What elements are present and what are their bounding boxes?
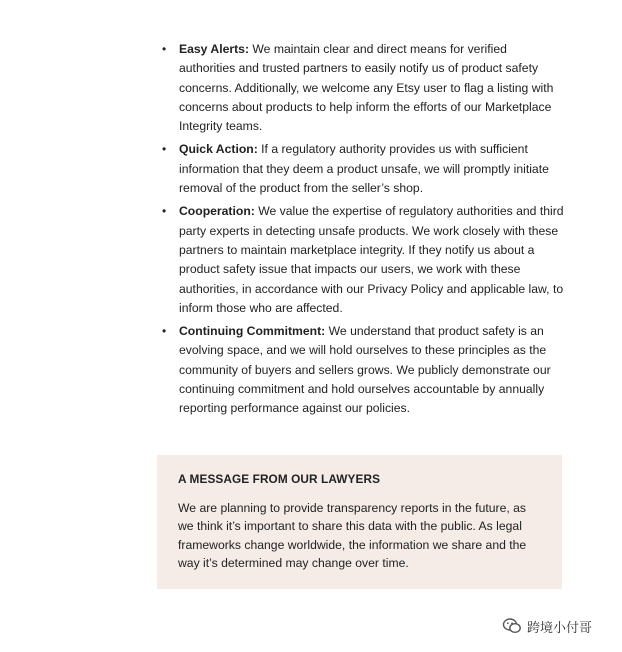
item-title: Cooperation:	[179, 204, 255, 219]
bullet-icon: •	[162, 142, 167, 157]
item-title: Quick Action:	[179, 142, 258, 157]
wechat-icon	[502, 617, 522, 635]
list-item-cooperation	[160, 202, 564, 318]
item-text: We value the expertise of regulatory authorities and third party experts in detecting unsafe products. We work closely with these partners to maintain marketplace integrity. If they notify us about a product safety issue that impacts our users, we work with these authorities, in accordance with our Privacy Policy and applicable law, to inform those who are affected.	[179, 204, 564, 315]
watermark-text: 跨境小付哥	[527, 619, 593, 635]
lawyers-text: We are planning to provide transparency reports in the future, as we think it’s important to share this data with the public. As legal frameworks change worldwide, the information we share and the way it’s determined may change over time.	[178, 501, 527, 571]
lawyers-message-box	[157, 455, 562, 589]
principles-list	[160, 40, 564, 423]
bullet-icon: •	[162, 204, 167, 219]
bullet-icon: •	[162, 324, 167, 339]
item-text: We maintain clear and direct means for verified authorities and trusted partners to easily notify us of product safety concerns. Additionally, we welcome any Etsy user to flag a listing with concerns about products to help inform the efforts of our Marketplace Integrity teams.	[179, 42, 554, 134]
watermark	[502, 615, 592, 637]
list-item-continuing-commitment	[160, 322, 564, 418]
lawyers-heading: A MESSAGE FROM OUR LAWYERS	[178, 472, 381, 486]
bullet-icon: •	[162, 42, 167, 56]
item-text: We understand that product safety is an evolving space, and we will hold ourselves to these principles as the community of buyers and sellers grows. We publicly demonstrate our continuing commitment and hold ourselves accountable by annually reporting performance against our policies.	[179, 324, 551, 416]
list-item-quick-action	[160, 140, 564, 198]
item-title: Easy Alerts:	[179, 42, 250, 56]
list-item-easy-alerts	[160, 40, 564, 136]
item-text: If a regulatory authority provides us with sufficient information that they deem a product unsafe, we will promptly initiate removal of the product from the seller’s shop.	[179, 142, 549, 196]
item-title: Continuing Commitment:	[179, 324, 326, 339]
